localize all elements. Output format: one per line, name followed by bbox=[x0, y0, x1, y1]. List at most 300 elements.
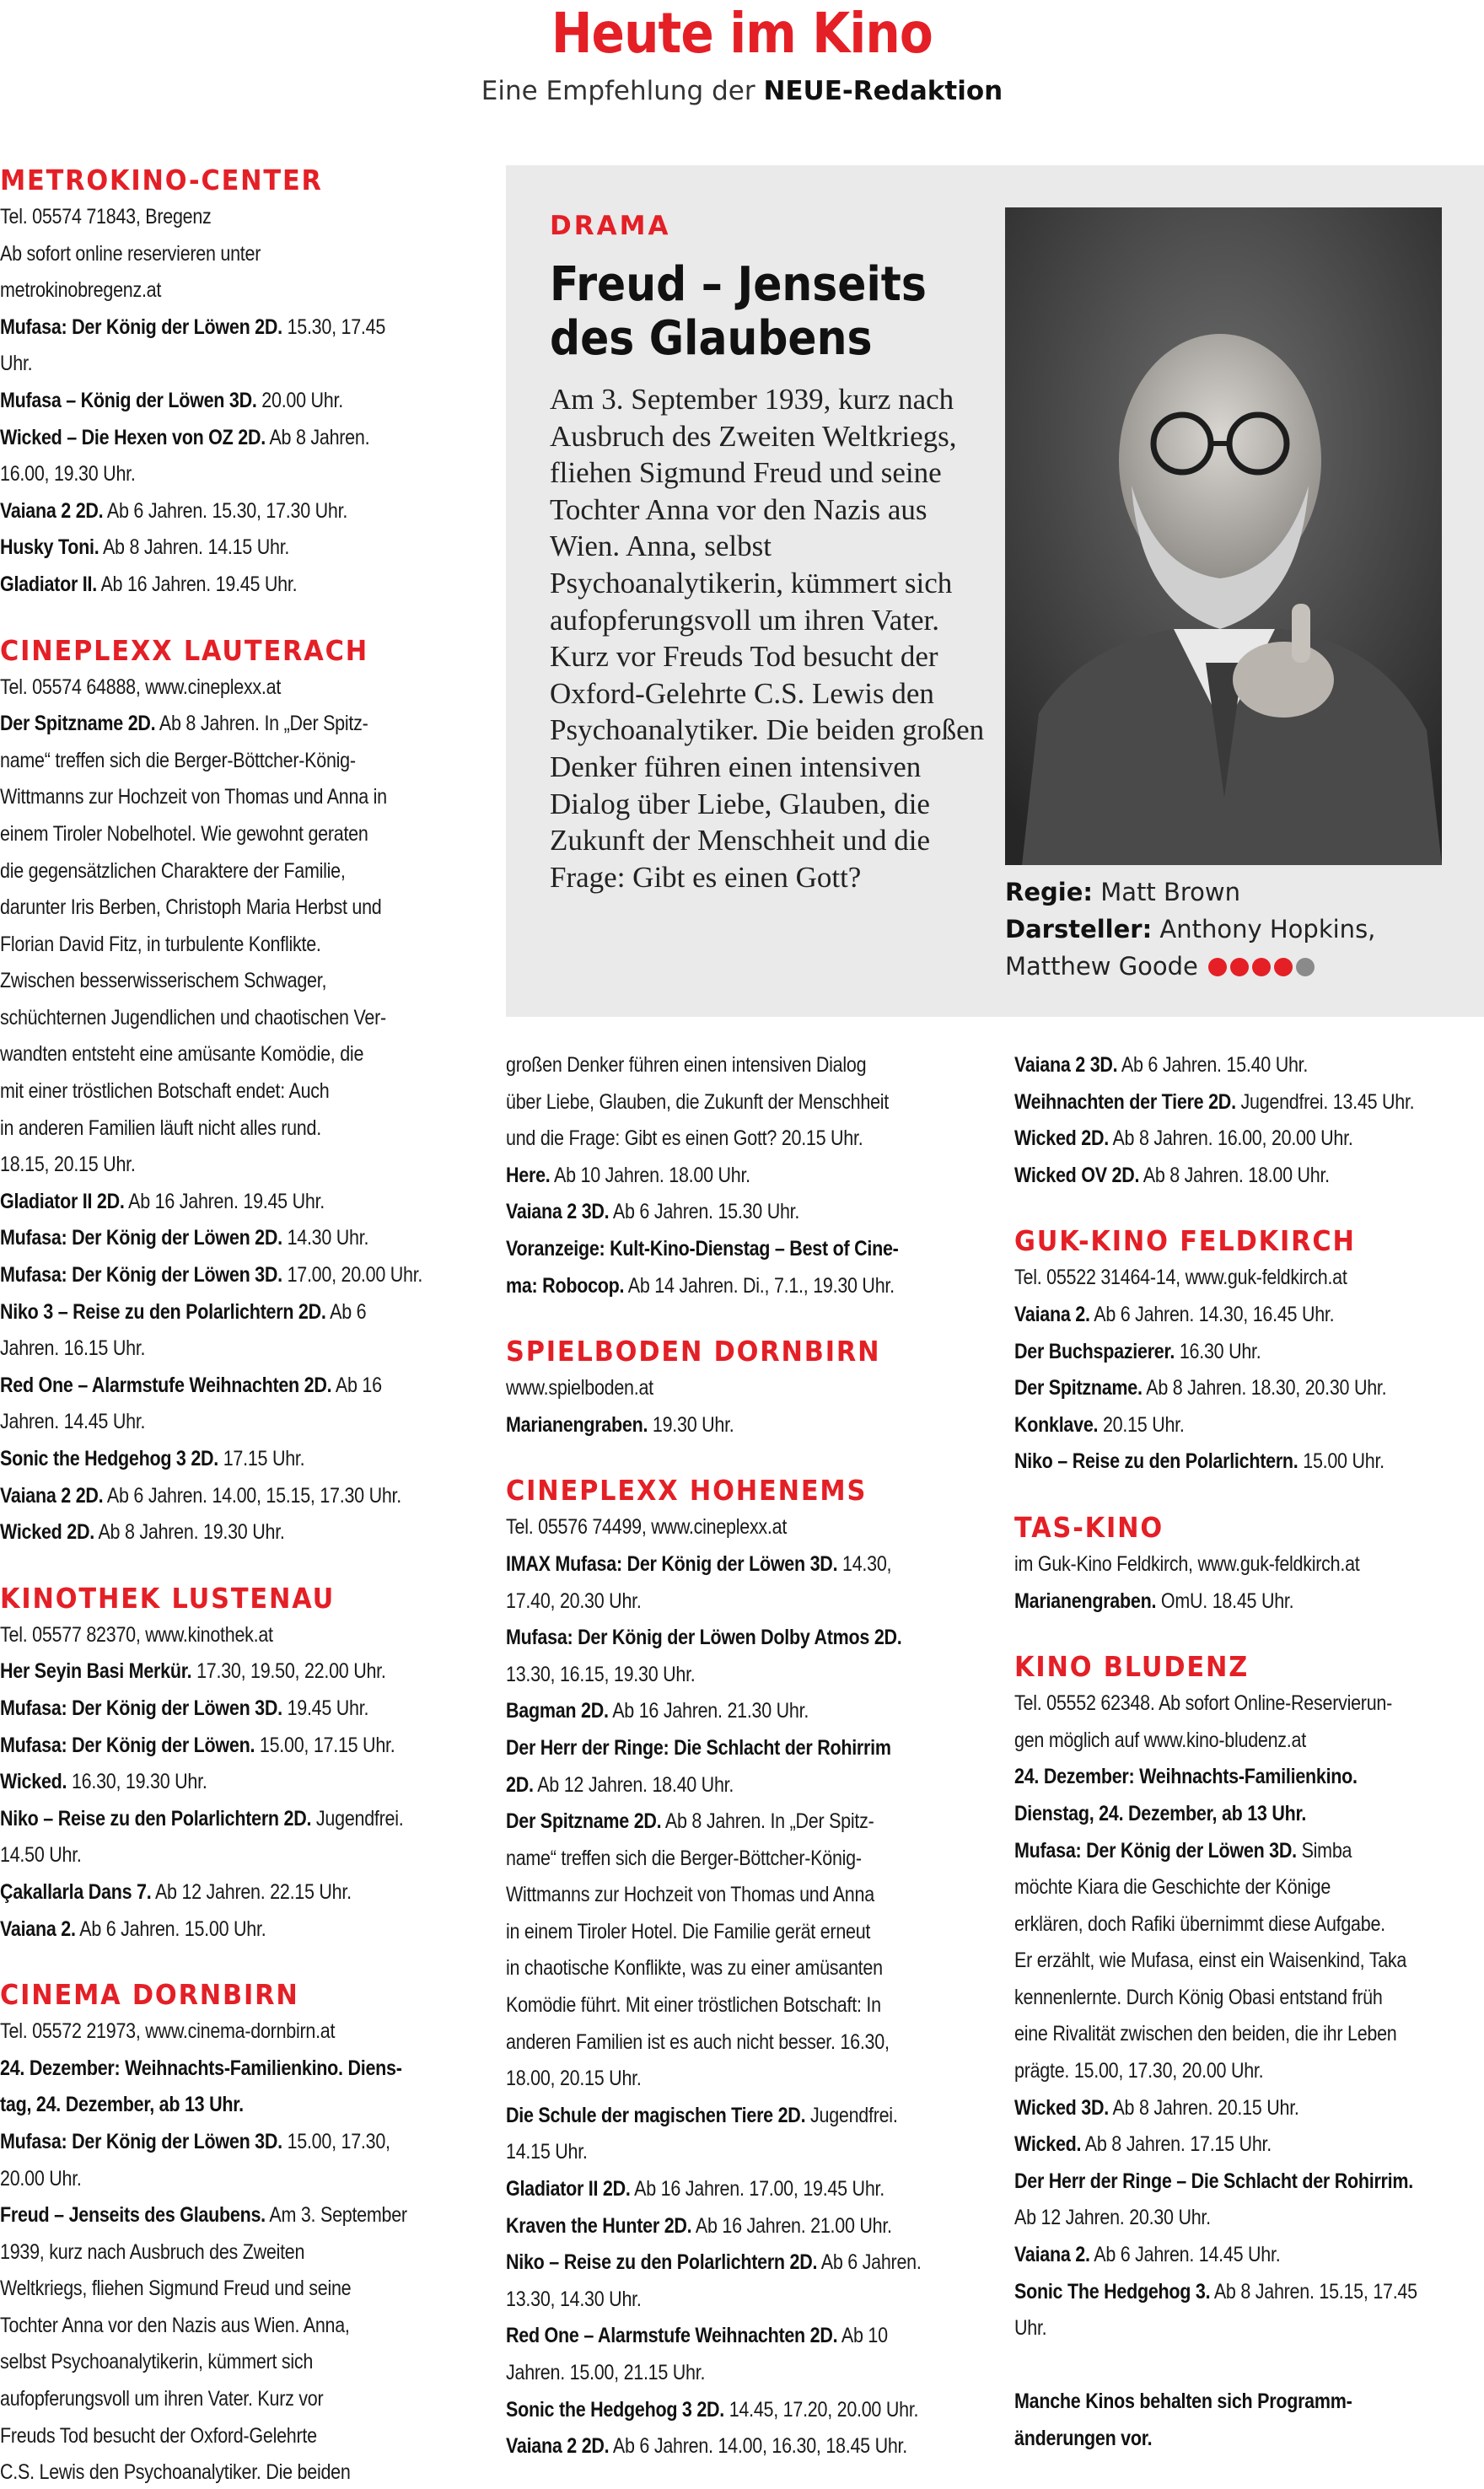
listing-text: 13.30, 14.30 Uhr. bbox=[506, 2287, 642, 2311]
listing-line bbox=[506, 1509, 977, 1546]
listing-text: Ab 6 Jahren. bbox=[817, 2250, 922, 2275]
listing-text: Jahren. 14.45 Uhr. bbox=[0, 1410, 146, 1434]
listing-text: kennenlernte. Durch König Obasi entstand früh bbox=[1014, 1985, 1383, 2009]
listing-text: Simba bbox=[1296, 1838, 1352, 1863]
listing-line bbox=[0, 1653, 471, 1691]
listing-text: die gegensätzlichen Charaktere der Familie, bbox=[0, 858, 346, 883]
listing-text: selbst Psychoanalytikerin, kümmert sich bbox=[0, 2350, 314, 2374]
listing-line bbox=[1014, 2126, 1484, 2164]
feature-genre: DRAMA bbox=[550, 211, 671, 241]
listing-line bbox=[0, 420, 471, 457]
cinema-name: KINO BLUDENZ bbox=[1014, 1650, 1250, 1684]
listing-line bbox=[1014, 1583, 1484, 1621]
listing-text: name“ treffen sich die Berger-Böttcher-König- bbox=[506, 1846, 862, 1870]
listing-line bbox=[0, 2418, 471, 2455]
director-name: Matt Brown bbox=[1100, 878, 1240, 906]
listing-text: Jahren. 16.15 Uhr. bbox=[0, 1336, 146, 1361]
film-title: 2D. bbox=[506, 1772, 534, 1797]
listing-line bbox=[1014, 2164, 1484, 2201]
cinema-name: TAS-KINO bbox=[1014, 1510, 1164, 1544]
listing-text: name“ treffen sich die Berger-Böttcher-König- bbox=[0, 748, 356, 772]
feature-text bbox=[550, 209, 988, 895]
listing-text: anderen Familien ist es auch nicht besser. 16.30, bbox=[506, 2029, 890, 2054]
listing-line bbox=[506, 1407, 977, 1444]
listing-line bbox=[506, 1877, 977, 1914]
film-title: Husky Toni. bbox=[0, 535, 99, 560]
rating-dot-filled bbox=[1208, 958, 1227, 976]
listing-line bbox=[1014, 1084, 1484, 1121]
rating-dot-empty bbox=[1296, 958, 1315, 976]
listing-text: Ab 10 Jahren. 18.00 Uhr. bbox=[550, 1163, 750, 1187]
listing-line bbox=[1014, 1869, 1484, 1906]
listing-line bbox=[0, 1478, 471, 1515]
listing-line bbox=[0, 927, 471, 964]
film-title: Vaiana 2 3D. bbox=[1014, 1053, 1118, 1077]
cinema-block bbox=[506, 1333, 978, 1443]
cast-line bbox=[1005, 911, 1460, 986]
listing-line bbox=[0, 1911, 471, 1949]
film-title: Mufasa: Der König der Löwen 2D. bbox=[0, 314, 282, 339]
listing-line bbox=[0, 743, 471, 780]
listing-line bbox=[0, 1294, 471, 1331]
listing-line bbox=[0, 1036, 471, 1073]
listing-line bbox=[1014, 2053, 1484, 2090]
film-title: ma: Robocop. bbox=[506, 1273, 625, 1298]
film-title: Here. bbox=[506, 1163, 551, 1187]
listing-text: Ab 8 Jahren. 19.30 Uhr. bbox=[94, 1520, 285, 1545]
listing-text: Er erzählt, wie Mufasa, einst ein Waisenkind, Taka bbox=[1014, 1949, 1407, 1973]
listing-line bbox=[1014, 1121, 1484, 1158]
listing-line bbox=[0, 2234, 471, 2271]
listing-line bbox=[0, 2124, 471, 2161]
listing-text: Ab 6 Jahren. 15.40 Uhr. bbox=[1117, 1053, 1309, 1077]
listing-text: www.spielboden.at bbox=[506, 1376, 653, 1400]
listing-text: Ab 10 bbox=[837, 2324, 888, 2348]
film-title: Mufasa: Der König der Löwen Dolby Atmos 2D. bbox=[506, 1626, 902, 1650]
listing-column-2 bbox=[506, 1047, 978, 2465]
listing-text: 20.00 Uhr. bbox=[256, 388, 343, 412]
listing-line bbox=[1014, 2016, 1484, 2053]
listing-text: Ab 8 Jahren. 18.30, 20.30 Uhr. bbox=[1142, 1376, 1387, 1400]
listing-text: Ab 6 bbox=[325, 1299, 367, 1324]
film-title: Wicked 3D. bbox=[1014, 2095, 1109, 2120]
listing-line bbox=[0, 1764, 471, 1801]
listing-line bbox=[0, 309, 471, 347]
film-title: Marianengraben. bbox=[506, 1412, 648, 1437]
listing-text: Ab 16 Jahren. 19.45 Uhr. bbox=[96, 572, 298, 596]
listing-text: Ab 12 Jahren. 18.40 Uhr. bbox=[533, 1772, 734, 1797]
cinema-name: CINEMA DORNBIRN bbox=[0, 1978, 299, 2012]
page-title: Heute im Kino bbox=[551, 1, 933, 66]
listing-text: Tel. 05574 64888, www.cineplexx.at bbox=[0, 675, 282, 699]
film-title: 24. Dezember: Weihnachts-Familienkino. bbox=[1014, 1765, 1358, 1789]
listing-text: gen möglich auf www.kino-bludenz.at bbox=[1014, 1728, 1306, 1752]
rating-dot-filled bbox=[1230, 958, 1249, 976]
film-title: Sonic The Hedgehog 3. bbox=[1014, 2279, 1211, 2304]
listing-text: Ab 8 Jahren. In „Der Spitz- bbox=[661, 1809, 874, 1834]
listing-line bbox=[506, 2134, 977, 2171]
listing-text: Ab 6 Jahren. 14.30, 16.45 Uhr. bbox=[1089, 1302, 1335, 1326]
listing-line bbox=[0, 1331, 471, 1368]
film-title: Wicked. bbox=[0, 1770, 67, 1794]
film-title: Wicked OV 2D. bbox=[1014, 1163, 1140, 1187]
listing-line bbox=[1014, 1260, 1484, 1297]
cinema-name: CINEPLEXX HOHENEMS bbox=[506, 1474, 868, 1508]
listing-text: 19.30 Uhr. bbox=[648, 1412, 734, 1437]
film-title: Vaiana 2. bbox=[1014, 1302, 1090, 1326]
listing-line bbox=[506, 1950, 977, 1987]
listing-line bbox=[1014, 2274, 1484, 2311]
listing-text: Ab 6 Jahren. 14.00, 15.15, 17.30 Uhr. bbox=[103, 1483, 401, 1508]
film-title: Der Buchspazierer. bbox=[1014, 1339, 1175, 1363]
feature-body: Am 3. September 1939, kurz nach Ausbruch des Zweiten Weltkriegs, fliehen Sigmund Freud und seine Tochter Anna vor den Nazis aus Wien. Anna, selbst Psychoanalytikerin, kümmert sich aufopferungsvoll um ihren Vater. Kurz vor Freuds Tod besucht der Oxford-Gelehrte C.S. Lewis den Psychoanalytiker. Die beiden großen Denker führen einen intensiven Dialog über Liebe, Glauben, die Zukunft der Menschheit und die Frage: Gibt es einen Gott? bbox=[550, 383, 985, 894]
film-title: Der Spitzname 2D. bbox=[506, 1809, 662, 1834]
film-title: Niko – Reise zu den Polarlichtern 2D. bbox=[506, 2250, 818, 2275]
listing-line bbox=[506, 1657, 977, 1694]
listing-line bbox=[1014, 1685, 1484, 1723]
listing-text: Ab 12 Jahren. 22.15 Uhr. bbox=[151, 1879, 352, 1904]
film-title: Mufasa: Der König der Löwen 3D. bbox=[0, 1263, 282, 1288]
listing-text: Tel. 05576 74499, www.cineplexx.at bbox=[506, 1515, 788, 1540]
listing-text: 17.15 Uhr. bbox=[218, 1447, 305, 1470]
listing-line bbox=[1014, 2421, 1484, 2458]
listing-text: 14.45, 17.20, 20.00 Uhr. bbox=[724, 2397, 919, 2422]
listing-text: Tel. 05574 71843, Bregenz bbox=[0, 205, 212, 228]
listing-text: 15.00 Uhr. bbox=[1298, 1449, 1385, 1474]
listing-text: 17.00, 20.00 Uhr. bbox=[282, 1263, 423, 1288]
listing-line bbox=[506, 1804, 977, 1841]
film-title: Çakallarla Dans 7. bbox=[0, 1879, 152, 1904]
listing-line bbox=[1014, 1796, 1484, 1833]
listing-line bbox=[0, 853, 471, 890]
listing-text: Ab 6 Jahren. 15.30 Uhr. bbox=[609, 1200, 800, 1224]
listing-text: Jugendfrei. 13.45 Uhr. bbox=[1235, 1089, 1415, 1114]
listing-text: einem Tiroler Nobelhotel. Wie gewohnt geraten bbox=[0, 821, 368, 846]
listing-text: Ab 16 Jahren. 21.30 Uhr. bbox=[608, 1699, 809, 1723]
listing-text: 16.30, 19.30 Uhr. bbox=[67, 1770, 207, 1794]
film-title: Mufasa: Der König der Löwen 3D. bbox=[1014, 1838, 1297, 1863]
film-title: Der Spitzname 2D. bbox=[0, 712, 156, 736]
listing-text: C.S. Lewis den Psychoanalytiker. Die beiden bbox=[0, 2460, 351, 2485]
listing-text: 14.30, bbox=[837, 1551, 892, 1576]
film-title: Die Schule der magischen Tiere 2D. bbox=[506, 2103, 806, 2127]
listing-line bbox=[1014, 2384, 1484, 2421]
listing-text: Tel. 05552 62348. Ab sofort Online-Reservierun- bbox=[1014, 1691, 1393, 1716]
listing-line bbox=[0, 1220, 471, 1257]
rating-dot-filled bbox=[1274, 958, 1293, 976]
listing-line bbox=[506, 1084, 977, 1121]
film-title: Niko 3 – Reise zu den Polarlichtern 2D. bbox=[0, 1299, 326, 1324]
listing-line bbox=[0, 1073, 471, 1110]
listing-text: Ab sofort online reservieren unter bbox=[0, 241, 261, 266]
film-title: Kraven the Hunter 2D. bbox=[506, 2213, 692, 2238]
listing-line bbox=[506, 2282, 977, 2319]
film-title: Vaiana 2 2D. bbox=[0, 1483, 104, 1508]
listing-text: 15.00, 17.15 Uhr. bbox=[255, 1733, 395, 1757]
listing-text: Ab 6 Jahren. 15.00 Uhr. bbox=[75, 1916, 266, 1941]
listing-line bbox=[0, 1874, 471, 1911]
portrait-image bbox=[1005, 207, 1442, 865]
rating-dots bbox=[1208, 949, 1318, 986]
listing-line bbox=[0, 2381, 471, 2418]
listing-text: Ab 8 Jahren. bbox=[265, 425, 370, 449]
listing-text: 16.00, 19.30 Uhr. bbox=[0, 462, 136, 487]
listing-line bbox=[1014, 1407, 1484, 1444]
director-label: Regie: bbox=[1005, 878, 1093, 906]
listing-text: Ab 8 Jahren. 14.15 Uhr. bbox=[99, 535, 290, 560]
film-title: Vaiana 2. bbox=[1014, 2243, 1090, 2267]
cinema-name: CINEPLEXX LAUTERACH bbox=[0, 633, 368, 667]
listing-text: Uhr. bbox=[0, 352, 33, 376]
listing-line bbox=[506, 1158, 977, 1195]
listing-line bbox=[0, 2013, 471, 2051]
listing-text: 16.30 Uhr. bbox=[1175, 1339, 1261, 1363]
cinema-block bbox=[1014, 1509, 1484, 1620]
listing-text: Am 3. September bbox=[265, 2203, 407, 2228]
listing-text: Ab 16 Jahren. 21.00 Uhr. bbox=[691, 2213, 892, 2238]
listing-line bbox=[0, 1837, 471, 1874]
listing-text: Ab 8 Jahren. In „Der Spitz- bbox=[155, 712, 368, 736]
listing-text: 17.40, 20.30 Uhr. bbox=[506, 1589, 642, 1613]
listing-text: 15.30, 17.45 bbox=[282, 314, 386, 339]
listing-text: 17.30, 19.50, 22.00 Uhr. bbox=[191, 1659, 386, 1684]
film-title: Niko – Reise zu den Polarlichtern 2D. bbox=[0, 1806, 312, 1830]
listing-text: Ab 16 Jahren. 19.45 Uhr. bbox=[124, 1189, 325, 1213]
film-title: Vaiana 2 3D. bbox=[506, 1200, 610, 1224]
listing-text: Florian David Fitz, in turbulente Konflikte. bbox=[0, 932, 321, 956]
listing-line bbox=[506, 2244, 977, 2282]
listing-line bbox=[0, 669, 471, 707]
cast-label: Darsteller: bbox=[1005, 915, 1153, 943]
listing-line bbox=[0, 236, 471, 273]
film-title: Niko – Reise zu den Polarlichtern. bbox=[1014, 1449, 1298, 1474]
film-title: Sonic the Hedgehog 3 2D. bbox=[506, 2397, 725, 2422]
listing-line bbox=[1014, 1047, 1484, 1084]
listing-line bbox=[0, 2344, 471, 2381]
listing-text: 20.00 Uhr. bbox=[0, 2166, 82, 2191]
listing-text: Ab 16 Jahren. 17.00, 19.45 Uhr. bbox=[630, 2177, 884, 2201]
listing-line bbox=[0, 1691, 471, 1728]
feature-box bbox=[506, 165, 1484, 1017]
film-title: Freud – Jenseits des Glaubens. bbox=[0, 2203, 266, 2228]
listing-line bbox=[0, 1441, 471, 1478]
listing-line bbox=[0, 1000, 471, 1037]
listing-line bbox=[0, 2087, 471, 2124]
film-title: Mufasa – König der Löwen 3D. bbox=[0, 388, 257, 412]
film-title: Vaiana 2 2D. bbox=[506, 2434, 610, 2459]
listing-line bbox=[0, 567, 471, 604]
listing-line bbox=[0, 1514, 471, 1551]
listing-text: Ab 8 Jahren. 16.00, 20.00 Uhr. bbox=[1108, 1126, 1353, 1151]
listing-line bbox=[1014, 1334, 1484, 1371]
listing-line bbox=[0, 1184, 471, 1221]
listing-text: 14.15 Uhr. bbox=[506, 2140, 588, 2164]
listing-text: Weltkriegs, fliehen Sigmund Freud und seine bbox=[0, 2277, 352, 2301]
film-title: Gladiator II. bbox=[0, 572, 97, 596]
feature-credits bbox=[1005, 874, 1460, 986]
film-title: Marianengraben. bbox=[1014, 1589, 1157, 1613]
listing-line bbox=[0, 530, 471, 567]
cinema-block bbox=[0, 162, 472, 604]
listing-line bbox=[1014, 2200, 1484, 2237]
listing-line bbox=[506, 1194, 977, 1231]
listing-text: OmU. 18.45 Uhr. bbox=[1156, 1589, 1294, 1613]
listing-line bbox=[1014, 1980, 1484, 2017]
listing-text: schüchternen Jugendlichen und chaotischen Ver- bbox=[0, 1005, 386, 1029]
listing-text: wandten entsteht eine amüsante Komödie, die bbox=[0, 1042, 364, 1067]
listing-line bbox=[0, 1801, 471, 1838]
listing-text: 15.00, 17.30, bbox=[282, 2129, 390, 2153]
cinema-block bbox=[0, 632, 472, 1551]
listing-line bbox=[0, 2161, 471, 2198]
listing-line bbox=[506, 1730, 977, 1767]
listing-line bbox=[0, 1257, 471, 1294]
listing-text: darunter Iris Berben, Christoph Maria Herbst und bbox=[0, 895, 382, 920]
cinema-block bbox=[506, 1047, 978, 1304]
director-line bbox=[1005, 874, 1460, 911]
film-title: Mufasa: Der König der Löwen 3D. bbox=[0, 2129, 282, 2153]
listing-line bbox=[506, 1268, 977, 1305]
listing-text: Ab 6 Jahren. 15.30, 17.30 Uhr. bbox=[103, 498, 348, 523]
cinema-name: KINOTHEK LUSTENAU bbox=[0, 1581, 336, 1615]
listing-line bbox=[0, 890, 471, 927]
listing-line bbox=[506, 2355, 977, 2392]
listing-line bbox=[506, 1370, 977, 1407]
listing-text: Jugendfrei. bbox=[311, 1806, 404, 1830]
listing-line bbox=[0, 1147, 471, 1184]
listing-line bbox=[1014, 1443, 1484, 1481]
listing-text: Ab 8 Jahren. 20.15 Uhr. bbox=[1108, 2095, 1299, 2120]
listing-line bbox=[0, 199, 471, 236]
cinema-block bbox=[1014, 1648, 1484, 2457]
listing-text: Ab 8 Jahren. 15.15, 17.45 bbox=[1210, 2279, 1417, 2304]
listing-line bbox=[0, 1368, 471, 1405]
film-title: Der Spitzname. bbox=[1014, 1376, 1143, 1400]
listing-line bbox=[1014, 1723, 1484, 1760]
film-title: Konklave. bbox=[1014, 1412, 1099, 1437]
listing-text: Uhr. bbox=[1014, 2316, 1047, 2341]
cinema-block bbox=[506, 1472, 978, 2465]
listing-text: Freuds Tod besucht der Oxford-Gelehrte bbox=[0, 2423, 317, 2448]
listing-line bbox=[506, 1546, 977, 1583]
listing-line bbox=[506, 1693, 977, 1730]
listing-line bbox=[506, 2024, 977, 2062]
listing-text: 13.30, 16.15, 19.30 Uhr. bbox=[506, 1662, 696, 1686]
listing-text: Ab 6 Jahren. 14.45 Uhr. bbox=[1089, 2243, 1281, 2267]
listing-text: Zwischen besserwisserischem Schwager, bbox=[0, 969, 327, 993]
listing-line bbox=[506, 1841, 977, 1878]
listing-text: Tel. 05572 21973, www.cinema-dornbirn.at bbox=[0, 2019, 336, 2044]
listing-text: eine Rivalität zwischen den beiden, die ihr Leben bbox=[1014, 2022, 1397, 2046]
page-subtitle bbox=[0, 74, 1484, 108]
listing-line bbox=[0, 2308, 471, 2345]
listing-line bbox=[506, 1047, 977, 1084]
listing-text: in einem Tiroler Hotel. Die Familie gerät erneut bbox=[506, 1919, 871, 1943]
film-title: Voranzeige: Kult-Kino-Dienstag – Best of Cine- bbox=[506, 1236, 899, 1261]
listing-line bbox=[1014, 1833, 1484, 1870]
listing-text: großen Denker führen einen intensiven Dialog bbox=[506, 1053, 867, 1077]
listing-text: Jahren. 15.00, 21.15 Uhr. bbox=[506, 2361, 706, 2384]
listing-line bbox=[0, 1110, 471, 1148]
film-title: Vaiana 2 2D. bbox=[0, 498, 104, 523]
listing-text: 20.15 Uhr. bbox=[1098, 1412, 1185, 1437]
listing-text: metrokinobregenz.at bbox=[0, 278, 162, 303]
listing-column-3 bbox=[1014, 1047, 1484, 2458]
listing-line bbox=[1014, 1759, 1484, 1796]
subtitle-brand: NEUE-Redaktion bbox=[763, 76, 1003, 106]
listing-text: 18.15, 20.15 Uhr. bbox=[0, 1153, 136, 1177]
listing-line bbox=[506, 1231, 977, 1268]
listing-line bbox=[506, 2208, 977, 2245]
cinema-block bbox=[0, 1976, 472, 2489]
listing-text: aufopferungsvoll um ihren Vater. Kurz vor bbox=[0, 2387, 324, 2411]
film-title: Der Herr der Ringe: Die Schlacht der Rohirrim bbox=[506, 1735, 891, 1760]
cinema-name: METROKINO-CENTER bbox=[0, 164, 323, 196]
cinema-name: SPIELBODEN DORNBIRN bbox=[506, 1335, 881, 1368]
listing-line bbox=[0, 963, 471, 1000]
feature-title: Freud – Jenseits des Glaubens bbox=[550, 257, 927, 366]
listing-text: 14.30 Uhr. bbox=[282, 1226, 369, 1250]
rating-dot-filled bbox=[1252, 958, 1271, 976]
listing-line bbox=[506, 1914, 977, 1951]
film-title: Der Herr der Ringe – Die Schlacht der Rohirrim. bbox=[1014, 2169, 1413, 2193]
film-title: Vaiana 2. bbox=[0, 1916, 76, 1941]
listing-line bbox=[1014, 2347, 1484, 2384]
listing-line bbox=[0, 1728, 471, 1765]
listing-line bbox=[1014, 1943, 1484, 1980]
listing-text: über Liebe, Glauben, die Zukunft der Menschheit bbox=[506, 1089, 889, 1114]
film-title: Red One – Alarmstufe Weihnachten 2D. bbox=[506, 2324, 838, 2348]
listing-line bbox=[506, 1767, 977, 1804]
listing-text: 18.00, 20.15 Uhr. bbox=[506, 2067, 642, 2091]
listing-line bbox=[1014, 1546, 1484, 1583]
listing-text: Ab 16 bbox=[331, 1373, 382, 1397]
film-title: Her Seyin Basi Merkür. bbox=[0, 1659, 192, 1684]
cinema-block bbox=[1014, 1223, 1484, 1481]
film-title: Weihnachten der Tiere 2D. bbox=[1014, 1089, 1236, 1114]
listing-line bbox=[0, 1404, 471, 1441]
film-title: Gladiator II 2D. bbox=[506, 2177, 631, 2201]
listing-text: Komödie führt. Mit einer tröstlichen Botschaft: In bbox=[506, 1993, 881, 2018]
listing-line bbox=[506, 2098, 977, 2135]
film-title: Bagman 2D. bbox=[506, 1699, 609, 1723]
film-title: änderungen vor. bbox=[1014, 2427, 1153, 2450]
listing-text: Jugendfrei. bbox=[805, 2103, 898, 2127]
listing-line bbox=[0, 346, 471, 383]
listing-text: Ab 6 Jahren. 14.00, 16.30, 18.45 Uhr. bbox=[609, 2434, 907, 2459]
film-title: 24. Dezember: Weihnachts-Familienkino. Diens- bbox=[0, 2056, 402, 2080]
listing-line bbox=[0, 706, 471, 743]
listing-line bbox=[506, 1987, 977, 2024]
listing-text: prägte. 15.00, 17.30, 20.00 Uhr. bbox=[1014, 2059, 1264, 2083]
listing-text: 14.50 Uhr. bbox=[0, 1843, 82, 1868]
listing-line bbox=[506, 2318, 977, 2355]
listing-line bbox=[506, 1620, 977, 1657]
listing-text: Ab 8 Jahren. 18.00 Uhr. bbox=[1139, 1163, 1330, 1187]
listing-line bbox=[506, 2171, 977, 2208]
cinema-block bbox=[0, 1580, 472, 1948]
listing-line bbox=[0, 1617, 471, 1654]
listing-line bbox=[506, 2061, 977, 2098]
listing-line bbox=[506, 2428, 977, 2465]
listing-text: mit einer tröstlichen Botschaft endet: Auch bbox=[0, 1079, 330, 1104]
listing-line bbox=[1014, 2237, 1484, 2274]
listing-line bbox=[1014, 2310, 1484, 2347]
listing-line bbox=[0, 2051, 471, 2088]
listing-line bbox=[0, 493, 471, 530]
listing-text: Ab 12 Jahren. 20.30 Uhr. bbox=[1014, 2206, 1211, 2230]
film-title: Manche Kinos behalten sich Programm- bbox=[1014, 2390, 1352, 2414]
